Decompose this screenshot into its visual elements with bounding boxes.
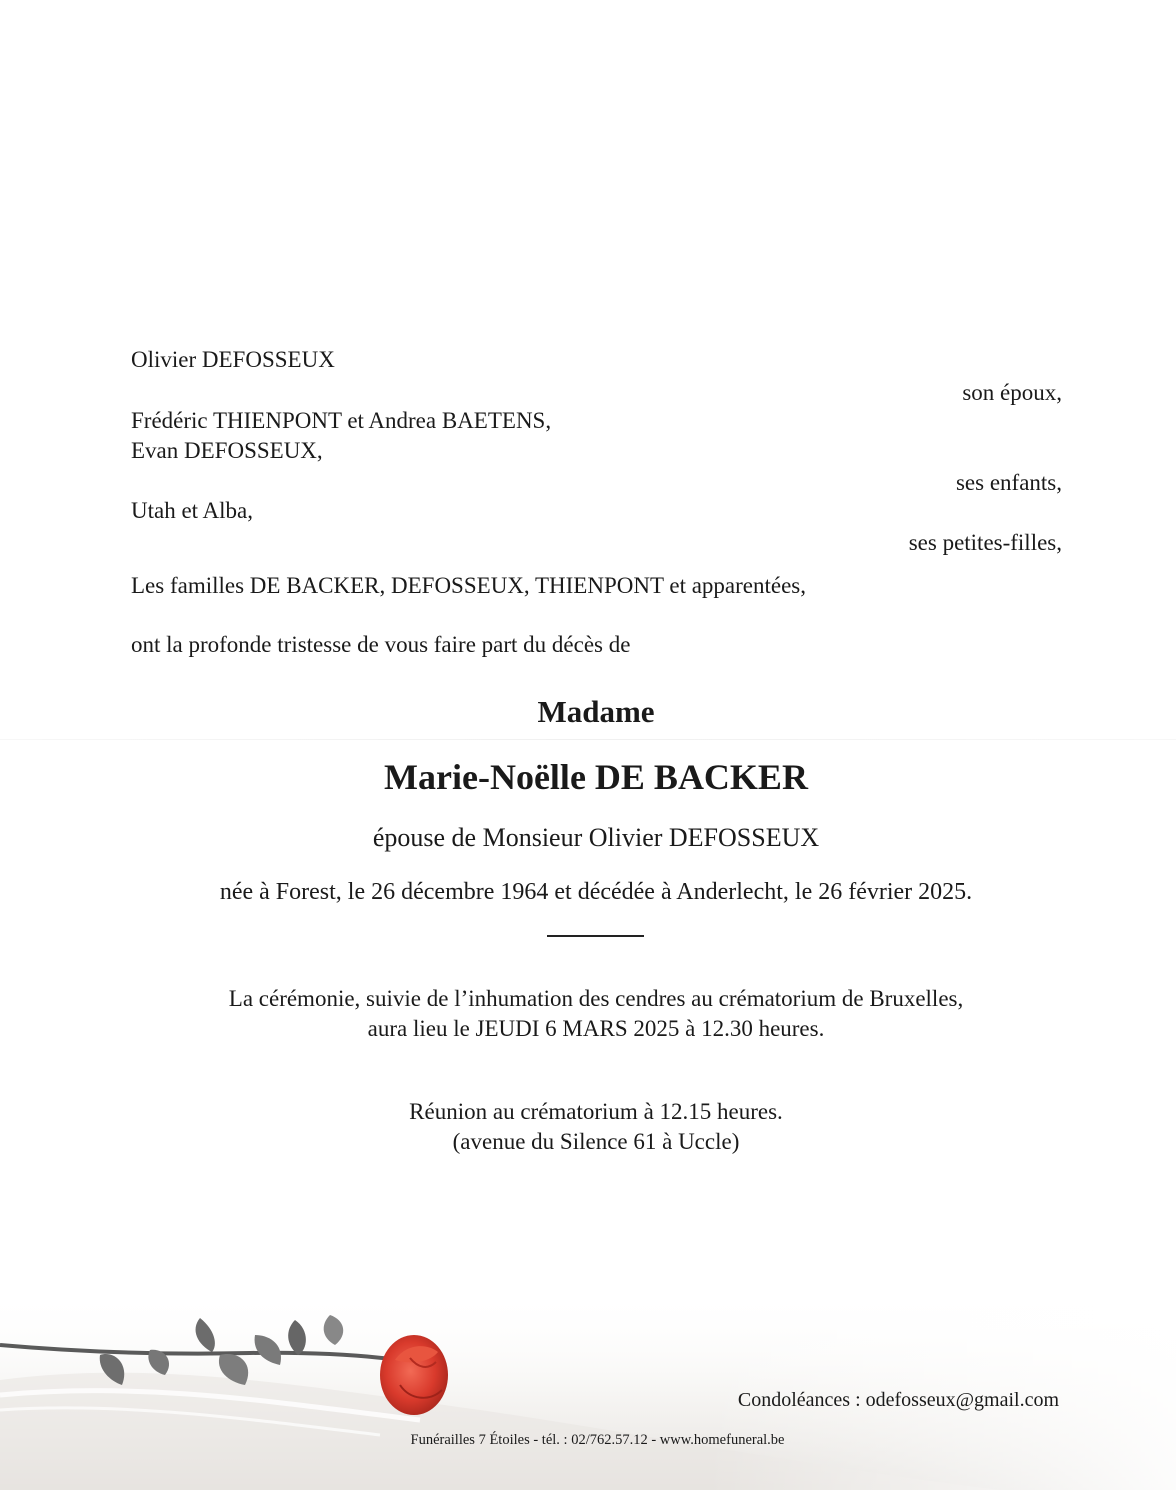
husband-name: Olivier DEFOSSEUX — [131, 347, 335, 372]
children-relation: ses enfants, — [955, 470, 1062, 495]
extended-families: Les familles DE BACKER, DEFOSSEUX, THIENPONT et apparentées, — [131, 573, 807, 598]
husband-relation: son époux, — [962, 380, 1062, 405]
paper-fold-line — [0, 739, 1176, 740]
grandchildren-names: Utah et Alba, — [131, 498, 253, 523]
children-line-1: Frédéric THIENPONT et Andrea BAETENS, — [131, 408, 552, 433]
separator-rule — [547, 935, 644, 937]
birth-death-dates: née à Forest, le 26 décembre 1964 et décédée à Anderlecht, le 26 février 2025. — [219, 879, 973, 905]
deceased-title: Madame — [537, 694, 655, 729]
funeral-home-info: Funérailles 7 Étoiles - tél. : 02/762.57.12 - www.homefuneral.be — [410, 1432, 785, 1448]
announcement-text: ont la profonde tristesse de vous faire part du décès de — [131, 632, 631, 657]
deceased-spouse-line: épouse de Monsieur Olivier DEFOSSEUX — [372, 823, 820, 852]
ceremony-line-1: La cérémonie, suivie de l’inhumation des cendres au crématorium de Bruxelles, — [228, 986, 964, 1011]
deceased-name: Marie-Noëlle DE BACKER — [384, 757, 808, 797]
reunion-line-2: (avenue du Silence 61 à Uccle) — [452, 1129, 740, 1154]
children-line-2: Evan DEFOSSEUX, — [131, 438, 323, 463]
grandchildren-relation: ses petites-filles, — [908, 530, 1062, 555]
reunion-line-1: Réunion au crématorium à 12.15 heures. — [409, 1099, 783, 1124]
ceremony-line-2: aura lieu le JEUDI 6 MARS 2025 à 12.30 heures. — [367, 1016, 825, 1041]
condolences-email: Condoléances : odefosseux@gmail.com — [737, 1389, 1059, 1411]
